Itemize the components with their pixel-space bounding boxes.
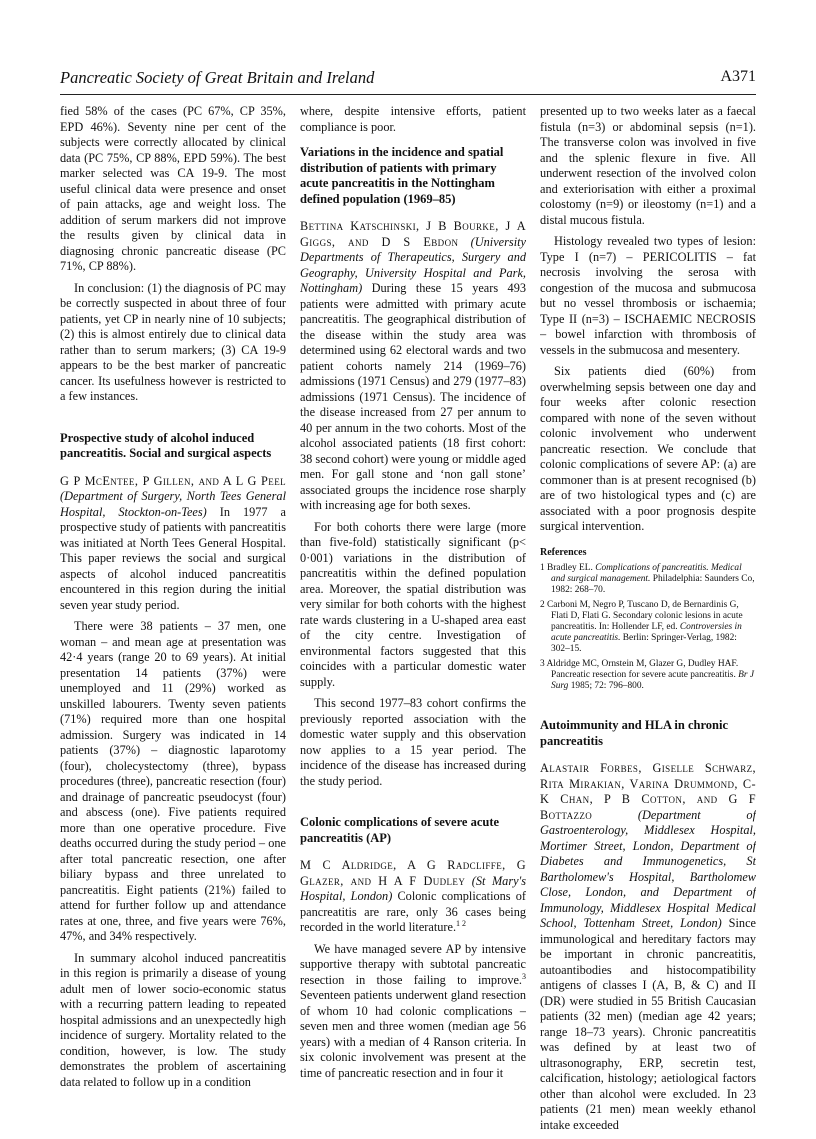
affiliation: (Department of Surgery, North Tees General Hospital, Stockton-on-Tees) (60, 489, 286, 519)
citation-marker: 3 (522, 971, 526, 981)
article-title: Prospective study of alcohol induced pancreatitis. Social and surgical aspects (60, 430, 272, 460)
reference-title: Complications of pancreatitis. Medical and surgical management. (551, 563, 742, 585)
author-list: M C Aldridge, A G Radcliffe, G Glazer, and H A F Dudley (300, 858, 526, 888)
reference-text: 1985; 72: 796–800. (568, 681, 644, 692)
article-title: Autoimmunity and HLA in chronic pancreatitis (540, 718, 729, 748)
reference-text: Philadelphia: Saunders Co, 1982: 268–70. (551, 574, 755, 596)
article-byline (300, 219, 526, 514)
paragraph-text: Seventeen patients underwent gland resection of whom 10 had colonic complications – seven men and three women (median age 56 years) with a median of 4 Ranson criteria. In six colonic involvement was present at the time of pancreatic resection and in four it (300, 988, 526, 1080)
abstract-text: Colonic complications of pancreatitis are rare, only 36 cases being recorded in the world literature. (300, 889, 526, 934)
page-number: A371 (720, 68, 756, 85)
article-title: Variations in the incidence and spatial distribution of patients with primary acute pancreatitis in the Nottingham defined population (1969–85) (300, 145, 504, 206)
paragraph (300, 942, 526, 1082)
reference-item (540, 659, 756, 693)
column-1 (60, 104, 286, 1096)
paragraph: There were 38 patients – 37 men, one woman – and mean age at presentation was 42·4 years (range 20 to 69 years). At initial presentation 14 patients (37%) were unemployed and 11 (29%) worked as unskilled labourers. Twenty seven patients (71%) required more than one hospital admission. Surgery was indicated in 14 patients (37%) – diagnostic laparotomy (four), cholecystectomy (three), bypass procedures (three), pancreatic resection (four) and drainage of pancreatic pseudocyst (four) and abscess (one). Five patients required more than one operative procedure. Five deaths occurred during the study period – one after total pancreatic resection, one after biliary bypass and three unrelated to pancreatitis. Eight patients (21%) failed to attend for further follow up and attendance rates at one, three, and five years were 76%, 47%, and 34% respectively. (60, 619, 286, 943)
paragraph: presented up to two weeks later as a faecal fistula (n=3) or abdominal sepsis (n=1). The transverse colon was involved in five and the splenic flexure in five. All underwent resection of the involved colon and exteriorisation with either a proximal colostomy (n=9) or ileostomy (n=1) and a distal mucous fistula. (540, 104, 756, 227)
citation-marker: 1 2 (456, 918, 467, 928)
article-byline (300, 858, 526, 936)
article-title: Colonic complications of severe acute pancreatitis (AP) (300, 815, 500, 845)
paragraph: Histology revealed two types of lesion: Type I (n=7) – PERICOLITIS – fat necrosis involving the serosa with congestion of the mucosa and submucosa but no vessel thrombosis or ischaemia; Type II (n=3) – ISCHAEMIC NECROSIS – bowel infarction with thrombosis of vessels in the submucosa and mesentery. (540, 234, 756, 357)
paragraph: This second 1977–83 cohort confirms the previously reported association with the domestic water supply and this observation now applies to a 15 year period. The incidence of the disease has increased during the study period. (300, 696, 526, 788)
article-byline (60, 474, 286, 614)
reference-title: Br J Surg (551, 669, 755, 692)
abstract-text: In 1977 a prospective study of patients with pancreatitis was initiated at North Tees General Hospital. This paper reviews the social and surgical aspects of alcohol induced pancreatitis encountered in this region during the initial seven year study period. (60, 504, 286, 612)
affiliation: (Department of Gastroenterology, Middlesex Hospital, Mortimer Street, London, Department of Diabetes and Immunogenetics, St Bartholomew's Hospital, Bartholomew Close, London, and Department of Immunology, Middlesex Hospital Medical School, Tottenham Street, London) (540, 807, 756, 931)
author-list: Alastair Forbes, Giselle Schwarz, Rita Mirakian, Varina Drummond, C-K Chan, P B Cotton, and G F Bottazzo (540, 761, 756, 822)
paragraph: fied 58% of the cases (PC 67%, CP 35%, EPD 46%). Seventy nine per cent of the subjects were correctly allocated by clinical data (PC 75%, CP 88%, EPD 59%). The best marker selected was CA 19-9. The most useful clinical data were presence and onset of pain attacks, age and weight loss. The addition of serum markers did not improve the results given by clinical data in diagnosing chronic pancreatic disease (PC 71%, CP 88%). (60, 104, 286, 273)
header-rule (60, 94, 756, 95)
column-3 (540, 104, 756, 1139)
paragraph: In summary alcohol induced pancreatitis in this region is primarily a disease of young adult men of lower socio-economic status with a recurring pattern leading to repeated hospital admissions and an unexpectedly high incidence of surgery. Mortality related to the condition, however, is low. The study demonstrates the problem of ascertaining data related to follow up in a condition (60, 950, 286, 1089)
column-2 (300, 104, 526, 1087)
author-list: Bettina Katschinski, J B Bourke, J A Giggs, and D S Ebdon (300, 219, 526, 249)
reference-text: Berlin: Springer-Verlag, 1982: 302–15. (551, 633, 737, 655)
abstract-text: Since immunological and hereditary factors may be important in chronic pancreatitis, autoantibodies and histocompatibility antigens of classes I (A, B, & C) and II (DR) were studied in 55 British Caucasian patients (32 men) (median age 42 years; range 18–73 years). Chronic pancreatitis was defined by at least two of ultrasonography, ERP, secretin test, calcification, histology; aetiological factors other than alcohol were excluded. In 23 patients (21 men) mean weekly ethanol intake exceeded (540, 916, 756, 1132)
author-list: G P McEntee, P Gillen, and A L G Peel (60, 473, 286, 488)
reference-text: 2 Carboni M, Negro P, Tuscano D, de Bernardinis G, Flati D, Flati G. Secondary colonic lesions in acute pancreatitis. In: Hollender LF, ed. (540, 599, 743, 633)
page-header (60, 68, 756, 92)
paragraph: In conclusion: (1) the diagnosis of PC may be correctly suspected in about three of four patients, yet CP in nearly nine of 10 subjects; (2) this is almost entirely due to clinical data rather than to serum markers; (3) CA 19-9 appears to be the best marker of pancreatic cancer. Its usefulness however is restricted to a few instances. (60, 280, 286, 403)
affiliation: (University Departments of Therapeutics, Surgery and Geography, University Hospital and Park, Nottingham) (300, 234, 526, 295)
article-byline (540, 761, 756, 1133)
paragraph: where, despite intensive efforts, patient compliance is poor. (300, 104, 526, 134)
abstract-text: During these 15 years 493 patients were admitted with primary acute pancreatitis. The geographical distribution of the disease within the study area was determined using 62 electoral wards and two patient cohorts namely 214 (1969–76) admissions (1971 Census) and 279 (1977–83) admissions (1971 Census). The incidence of the disease increased from 27 per annum to 40 per annum in the two cohorts. Most of the alcohol associated patients (18 first cohort: 38 second cohort) were young or middle aged men. For gall stone and ‘non gall stone’ associated groups the incidence rose sharply with increasing age for both sexes. (300, 281, 526, 512)
paragraph: For both cohorts there were large (more than five-fold) statistically significant (p< 0·001) variations in the distribution of pancreatitis within the defined population area. Moreover, the spatial distribution was very similar for both cohorts with the highest rate wards clustering in a U-shaped area east of the city centre. Investigation of environmental factors suggested that this coincides with a particular domestic water supply. (300, 519, 526, 689)
affiliation: (St Mary's Hospital, London) (300, 873, 526, 903)
paragraph: Six patients died (60%) from overwhelming sepsis between one day and four weeks after colonic resection compared with none of the seven without colonic involvement who underwent pancreatic resection. We conclude that colonic complications of severe AP: (a) are commoner than is at present recognised (b) are of two histological types and (c) are associated with a poor prognosis despite surgical intervention. (540, 364, 756, 533)
reference-item (540, 600, 756, 656)
journal-title: Pancreatic Society of Great Britain and Ireland (60, 68, 375, 87)
references-heading: References (540, 546, 587, 558)
reference-text: 3 Aldridge MC, Ornstein M, Glazer G, Dudley HAF. Pancreatic resection for severe acute pancreatitis. (540, 658, 739, 680)
paragraph-text: We have managed severe AP by intensive supportive therapy with subtotal pancreatic resection in those failing to improve. (300, 941, 526, 987)
reference-list (540, 563, 756, 692)
reference-item (540, 563, 756, 597)
reference-text: 1 Bradley EL. (540, 563, 596, 573)
reference-title: Controversies in acute pancreatitis. (551, 622, 742, 644)
